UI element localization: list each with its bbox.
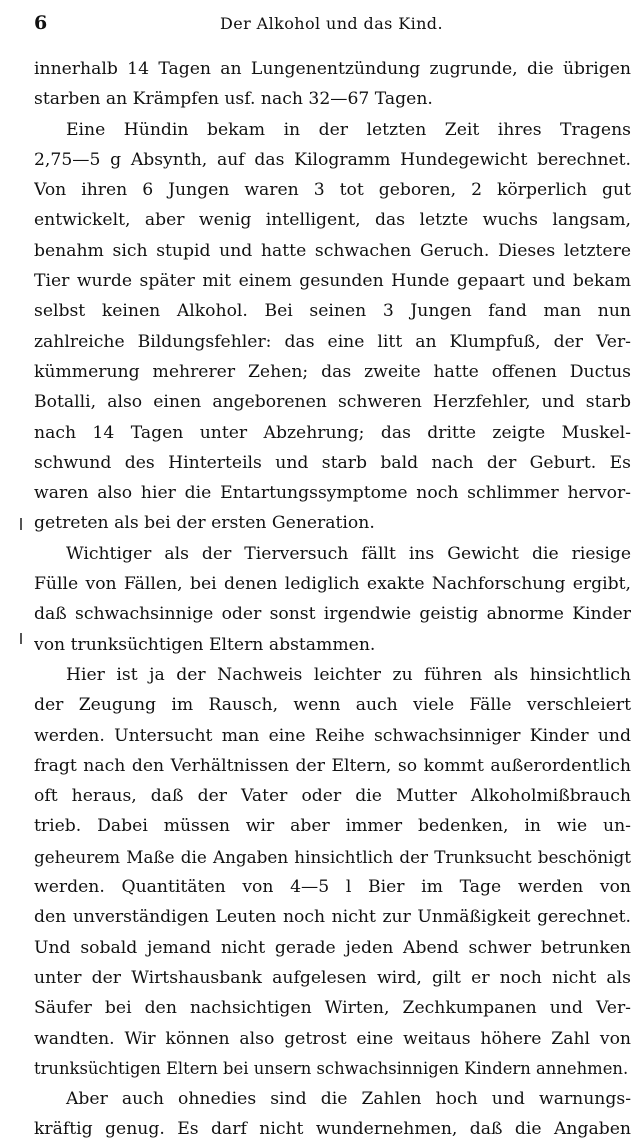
text-line: trieb. Dabei müssen wir aber immer bedenken, in wie un- — [34, 816, 631, 837]
text-line: werden. Quantitäten von 4—5 l Bier im Tage werden von — [34, 877, 631, 898]
text-line: entwickelt, aber wenig intelligent, das letzte wuchs langsam, — [34, 210, 631, 231]
text-line: zahlreiche Bildungsfehler: das eine litt an Klumpfuß, der Ver- — [34, 331, 631, 352]
text-line: 2,75—5 g Absynth, auf das Kilogramm Hundegewicht berechnet. — [34, 149, 631, 170]
margin-mark — [20, 633, 22, 644]
text-line: fragt nach den Verhältnissen der Eltern, so kommt außerordentlich — [34, 755, 631, 776]
text-line: Hier ist ja der Nachweis leichter zu führen als hinsichtlich — [66, 664, 631, 685]
margin-mark — [20, 518, 22, 530]
text-line: wandten. Wir können also getrost eine weitaus höhere Zahl von — [34, 1028, 631, 1049]
body-text — [34, 54, 631, 1145]
text-line: oft heraus, daß der Vater oder die Mutter Alkoholmißbrauch — [34, 786, 631, 807]
text-line: nach 14 Tagen unter Abzehrung; das dritte zeigte Muskel- — [34, 422, 631, 443]
text-line: schwund des Hinterteils und starb bald nach der Geburt. Es — [34, 452, 631, 473]
text-line: getreten als bei der ersten Generation. — [34, 513, 375, 534]
text-line: Aber auch ohnedies sind die Zahlen hoch und warnungs- — [66, 1089, 631, 1110]
text-line: unter der Wirtshausbank aufgelesen wird, gilt er noch nicht als — [34, 967, 631, 988]
text-line: den unverständigen Leuten noch nicht zur Unmäßigkeit gerechnet. — [34, 907, 631, 928]
text-line: starben an Krämpfen usf. nach 32—67 Tagen. — [34, 89, 433, 110]
page-number: 6 — [34, 12, 48, 34]
text-line: werden. Untersucht man eine Reihe schwachsinniger Kinder und — [34, 725, 631, 746]
text-line: Eine Hündin bekam in der letzten Zeit ihres Tragens — [66, 119, 631, 140]
text-line: innerhalb 14 Tagen an Lungenentzündung zugrunde, die übrigen — [34, 59, 631, 79]
text-line: der Zeugung im Rausch, wenn auch viele Fälle verschleiert — [34, 695, 631, 716]
text-line: waren also hier die Entartungssymptome noch schlimmer hervor- — [34, 483, 631, 504]
text-line: Säufer bei den nachsichtigen Wirten, Zechkumpanen und Ver- — [34, 998, 631, 1019]
text-line: selbst keinen Alkohol. Bei seinen 3 Jungen fand man nun — [34, 301, 631, 322]
text-line: Tier wurde später mit einem gesunden Hunde gepaart und bekam — [34, 271, 631, 292]
text-line: von trunksüchtigen Eltern abstammen. — [34, 634, 376, 655]
text-line: Fülle von Fällen, bei denen lediglich exakte Nachforschung ergibt, — [34, 574, 631, 595]
running-title: Der Alkohol und das Kind. — [220, 14, 443, 33]
text-line: daß schwachsinnige oder sonst irgendwie geistig abnorme Kinder — [34, 604, 631, 625]
text-line: Wichtiger als der Tierversuch fällt ins Gewicht die riesige — [66, 543, 631, 564]
text-line: geheurem Maße die Angaben hinsichtlich der Trunksucht beschönigt — [34, 846, 631, 867]
text-line: kümmerung mehrerer Zehen; das zweite hatte offenen Ductus — [34, 361, 631, 382]
page-header — [34, 12, 629, 40]
text-line: trunksüchtigen Eltern bei unsern schwachsinnigen Kindern annehmen. — [34, 1058, 629, 1078]
text-line: Von ihren 6 Jungen waren 3 tot geboren, 2 körperlich gut — [34, 180, 631, 201]
text-line: Botalli, also einen angeborenen schweren Herzfehler, und starb — [34, 392, 631, 413]
text-line: Und sobald jemand nicht gerade jeden Abend schwer betrunken — [34, 937, 631, 958]
text-line: kräftig genug. Es darf nicht wundernehmen, daß die Angaben — [34, 1119, 631, 1140]
text-line: benahm sich stupid und hatte schwachen Geruch. Dieses letztere — [34, 240, 631, 261]
